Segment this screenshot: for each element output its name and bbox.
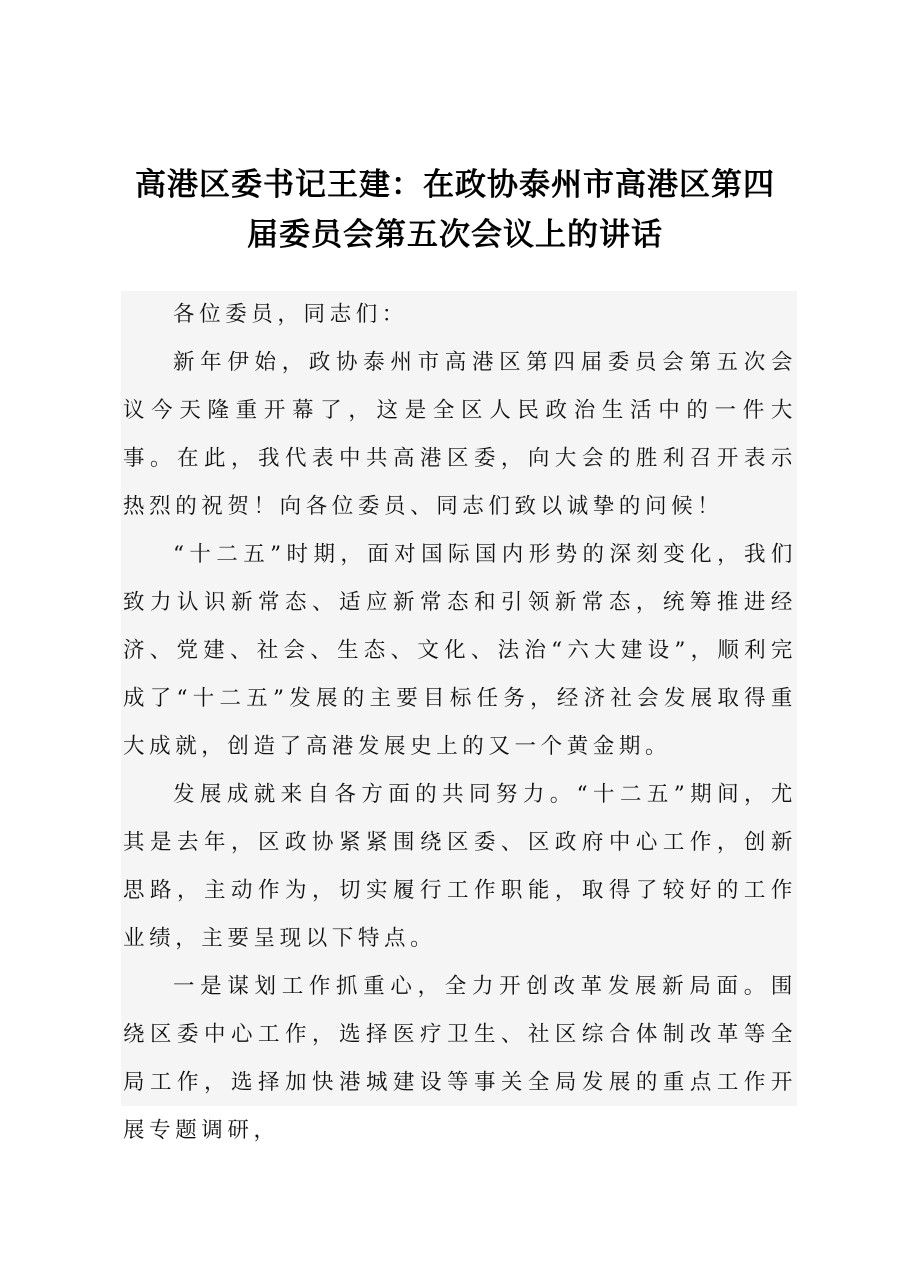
body-paragraph: “十二五”时期，面对国际国内形势的深刻变化，我们致力认识新常态、适应新常态和引领新常态，统筹推进经济、党建、社会、生态、文化、法治“六大建设”，顺利完成了“十二五”发展的主要目标任务，经济社会发展取得重大成就，创造了高港发展史上的又一个黄金期。 [123,542,797,759]
body-paragraph: 一是谋划工作抓重心，全力开创改革发展新局面。围绕区委中心工作，选择医疗卫生、社区综合体制改革等全局工作，选择加快港城建设等事关全局发展的重点工作开展专题调研， [123,974,797,1143]
title-line-1: 高港区委书记王建：在政协泰州市高港区第四 [135,167,775,203]
document-title [110,160,800,260]
body-paragraph: 新年伊始，政协泰州市高港区第四届委员会第五次会议今天隆重开幕了，这是全区人民政治生活中的一件大事。在此，我代表中共高港区委，向大会的胜利召开表示热烈的祝贺！向各位委员、同志们致以诚挚的问候！ [123,350,797,519]
title-line-2: 届委员会第五次会议上的讲话 [247,217,663,253]
document-body [121,291,797,1143]
body-paragraph: 发展成就来自各方面的共同努力。“十二五”期间，尤其是去年，区政协紧紧围绕区委、区政府中心工作，创新思路，主动作为，切实履行工作职能，取得了较好的工作业绩，主要呈现以下特点。 [123,782,797,951]
salutation-paragraph: 各位委员，同志们： [173,302,408,327]
